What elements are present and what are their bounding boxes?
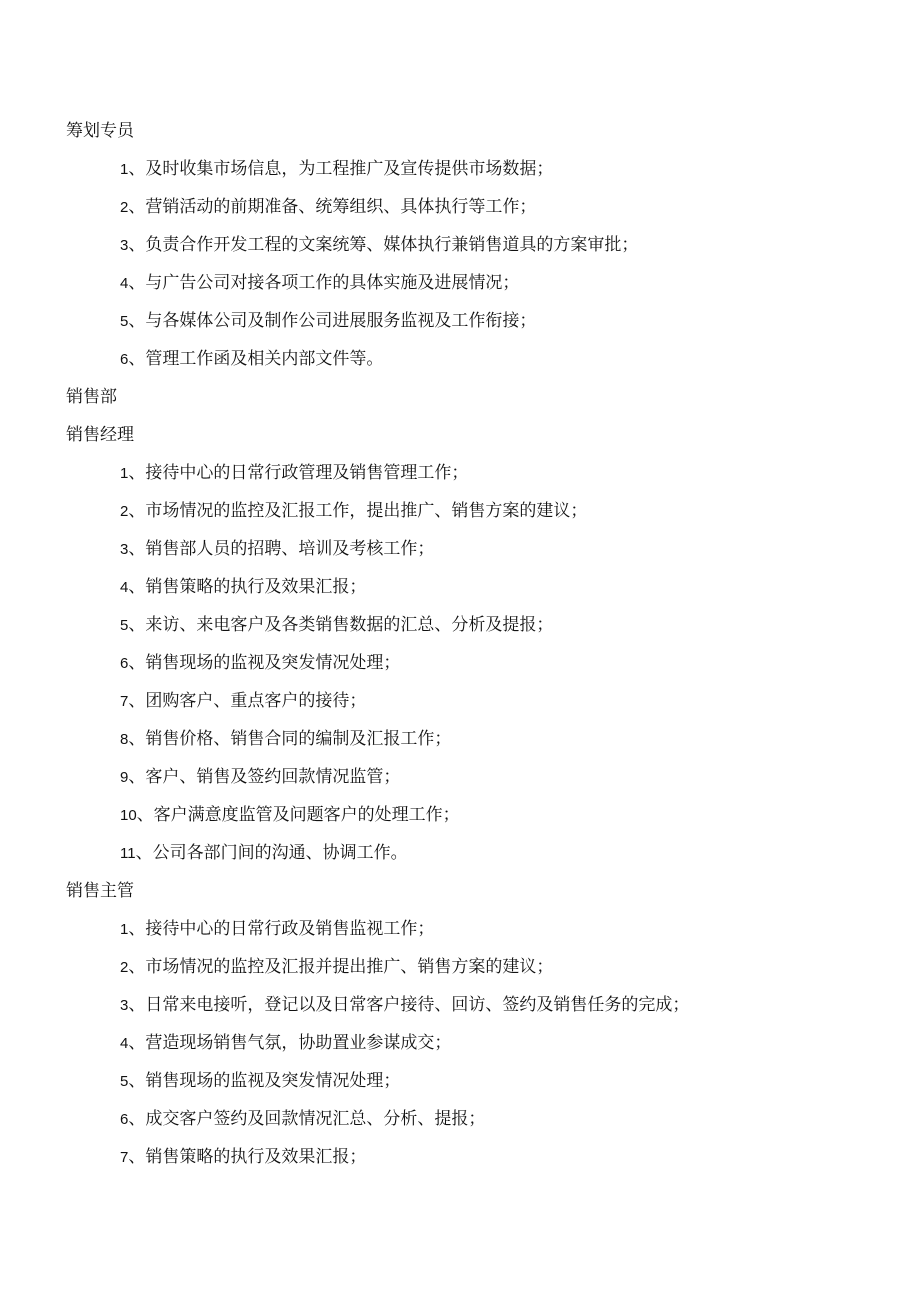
list-item [0,834,920,872]
list-item [0,606,920,644]
section-heading: 销售部 [66,387,117,407]
item-text: 、客户、销售及签约回款情况监管； [128,767,401,787]
item-number: 6 [120,655,129,672]
item-text: 、营销活动的前期准备、统筹组织、具体执行等工作； [128,197,537,217]
list-item [0,492,920,530]
list-item [0,226,920,264]
item-number: 4 [120,275,129,292]
item-number: 1 [120,161,129,178]
item-number: 3 [120,997,129,1014]
item-text: 、管理工作函及相关内部文件等。 [128,349,384,369]
item-number: 2 [120,199,129,216]
list-item [0,454,920,492]
list-item [0,302,920,340]
list-item [0,644,920,682]
item-text: 、销售部人员的招聘、培训及考核工作； [128,539,435,559]
item-text: 、与广告公司对接各项工作的具体实施及进展情况； [128,273,520,293]
item-text: 、销售策略的执行及效果汇报； [128,1147,367,1167]
list-item [0,1062,920,1100]
item-number: 5 [120,313,129,330]
item-number: 8 [120,731,129,748]
list-item [0,1138,920,1176]
item-text: 、销售现场的监视及突发情况处理； [128,1071,401,1091]
list-item [0,986,920,1024]
item-number: 7 [120,1149,129,1166]
list-item [0,530,920,568]
item-number: 4 [120,1035,129,1052]
item-number: 3 [120,541,129,558]
item-text: 、营造现场销售气氛，协助置业参谋成交； [128,1033,452,1053]
item-text: 、来访、来电客户及各类销售数据的汇总、分析及提报； [128,615,554,635]
item-text: 、客户满意度监管及问题客户的处理工作； [136,805,460,825]
item-number: 1 [120,465,129,482]
item-number: 2 [120,503,129,520]
list-item [0,682,920,720]
item-text: 、成交客户签约及回款情况汇总、分析、提报； [128,1109,486,1129]
item-text: 、接待中心的日常行政及销售监视工作； [128,919,435,939]
list-item [0,910,920,948]
item-number: 5 [120,1073,129,1090]
section-heading: 筹划专员 [66,121,134,141]
item-text: 、团购客户、重点客户的接待； [128,691,367,711]
item-number: 6 [120,1111,129,1128]
list-item [0,340,920,378]
item-number: 4 [120,579,129,596]
item-text: 、日常来电接听，登记以及日常客户接待、回访、签约及销售任务的完成； [128,995,690,1015]
item-text: 、市场情况的监控及汇报工作，提出推广、销售方案的建议； [128,501,588,521]
section-heading: 销售经理 [66,425,134,445]
item-number: 3 [120,237,129,254]
item-text: 、接待中心的日常行政管理及销售管理工作； [128,463,469,483]
list-item [0,720,920,758]
item-number: 1 [120,921,129,938]
item-number: 5 [120,617,129,634]
item-text: 、与各媒体公司及制作公司进展服务监视及工作衔接； [128,311,537,331]
item-number: 7 [120,693,129,710]
list-item [0,796,920,834]
list-item [0,188,920,226]
item-number: 11 [120,845,136,862]
item-text: 、市场情况的监控及汇报并提出推广、销售方案的建议； [128,957,554,977]
item-text: 、及时收集市场信息，为工程推广及宣传提供市场数据； [128,159,554,179]
list-item [0,150,920,188]
list-item [0,1024,920,1062]
item-number: 6 [120,351,129,368]
section-heading: 销售主管 [66,881,134,901]
list-item [0,568,920,606]
item-number: 9 [120,769,129,786]
list-item [0,758,920,796]
item-text: 、销售价格、销售合同的编制及汇报工作； [128,729,452,749]
list-item [0,948,920,986]
item-number: 2 [120,959,129,976]
item-number: 10 [120,807,137,824]
item-text: 、销售现场的监视及突发情况处理； [128,653,401,673]
item-text: 、公司各部门间的沟通、协调工作。 [135,843,408,863]
list-item [0,264,920,302]
item-text: 、销售策略的执行及效果汇报； [128,577,367,597]
list-item [0,1100,920,1138]
item-text: 、负责合作开发工程的文案统筹、媒体执行兼销售道具的方案审批； [128,235,639,255]
document-page [0,112,920,1176]
